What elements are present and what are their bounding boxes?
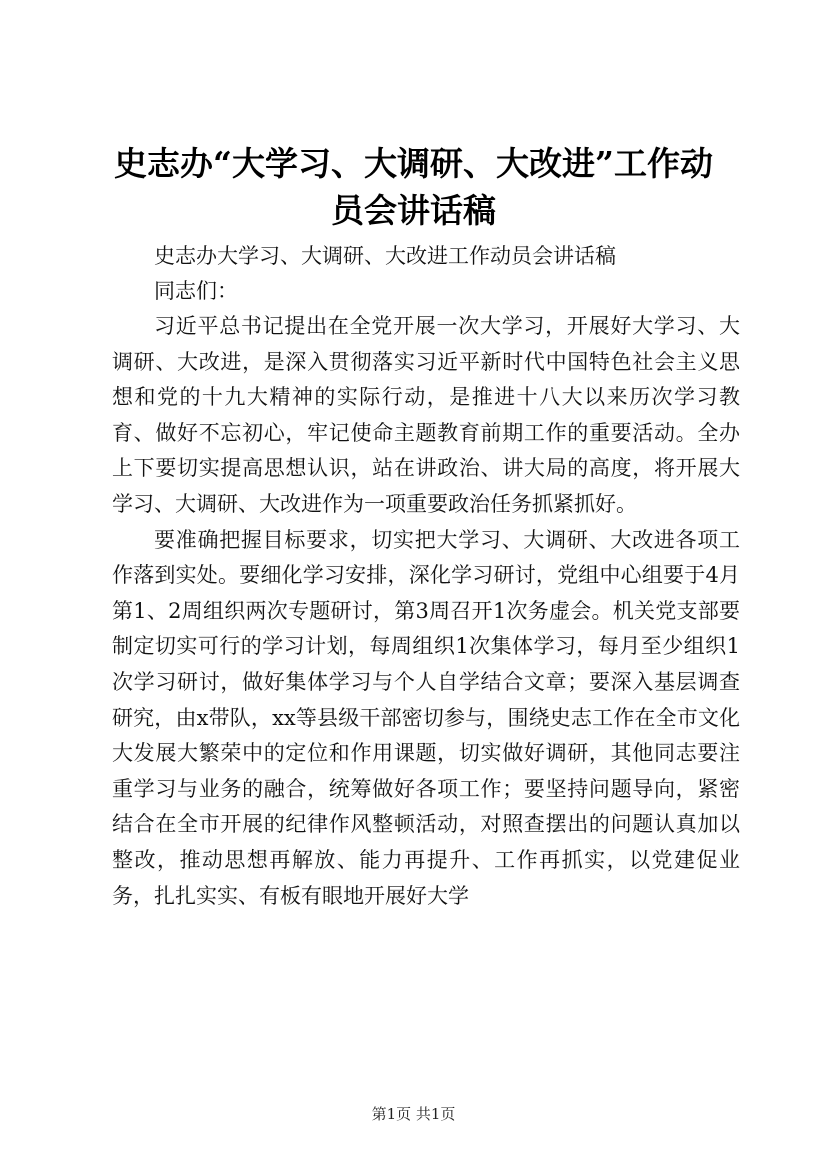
salutation-paragraph: 同志们： bbox=[154, 279, 238, 303]
body-paragraph: 习近平总书记提出在全党开展一次大学习，开展好大学习、大调研、大改进，是深入贯彻落实习近平新时代中国特色社会主义思想和党的十九大精神的实际行动，是推进十八大以来历次学习教育、做好不忘初心，牢记使命主题教育前期工作的重要活动。全办上下要切实提高思想认识，站在讲政治、讲大局的高度，将开展大学习、大调研、大改进作为一项重要政治任务抓紧抓好。 bbox=[112, 314, 740, 516]
page-number-footer: 第1页 共1页 bbox=[371, 1105, 456, 1123]
document-body bbox=[112, 239, 740, 914]
body-paragraph: 要准确把握目标要求，切实把大学习、大调研、大改进各项工作落到实处。要细化学习安排，深化学习研讨，党组中心组要于4月第1、2周组织两次专题研讨，第3周召开1次务虚会。机关党支部要制定切实可行的学习计划，每周组织1次集体学习，每月至少组织1次学习研讨，做好集体学习与个人自学结合文章；要深入基层调查研究，由x带队，xx等县级干部密切参与，围绕史志工作在全市文化大发展大繁荣中的定位和作用课题，切实做好调研，其他同志要注重学习与业务的融合，统筹做好各项工作；要坚持问题导向，紧密结合在全市开展的纪律作风整顿活动，对照查摆出的问题认真加以整改，推动思想再解放、能力再提升、工作再抓实，以党建促业务，扎扎实实、有板有眼地开展好大学 bbox=[112, 527, 740, 908]
document-title: 史志办“大学习、大调研、大改进”工作动员会讲话稿 bbox=[114, 144, 713, 230]
subtitle-paragraph: 史志办大学习、大调研、大改进工作动员会讲话稿 bbox=[154, 244, 616, 268]
